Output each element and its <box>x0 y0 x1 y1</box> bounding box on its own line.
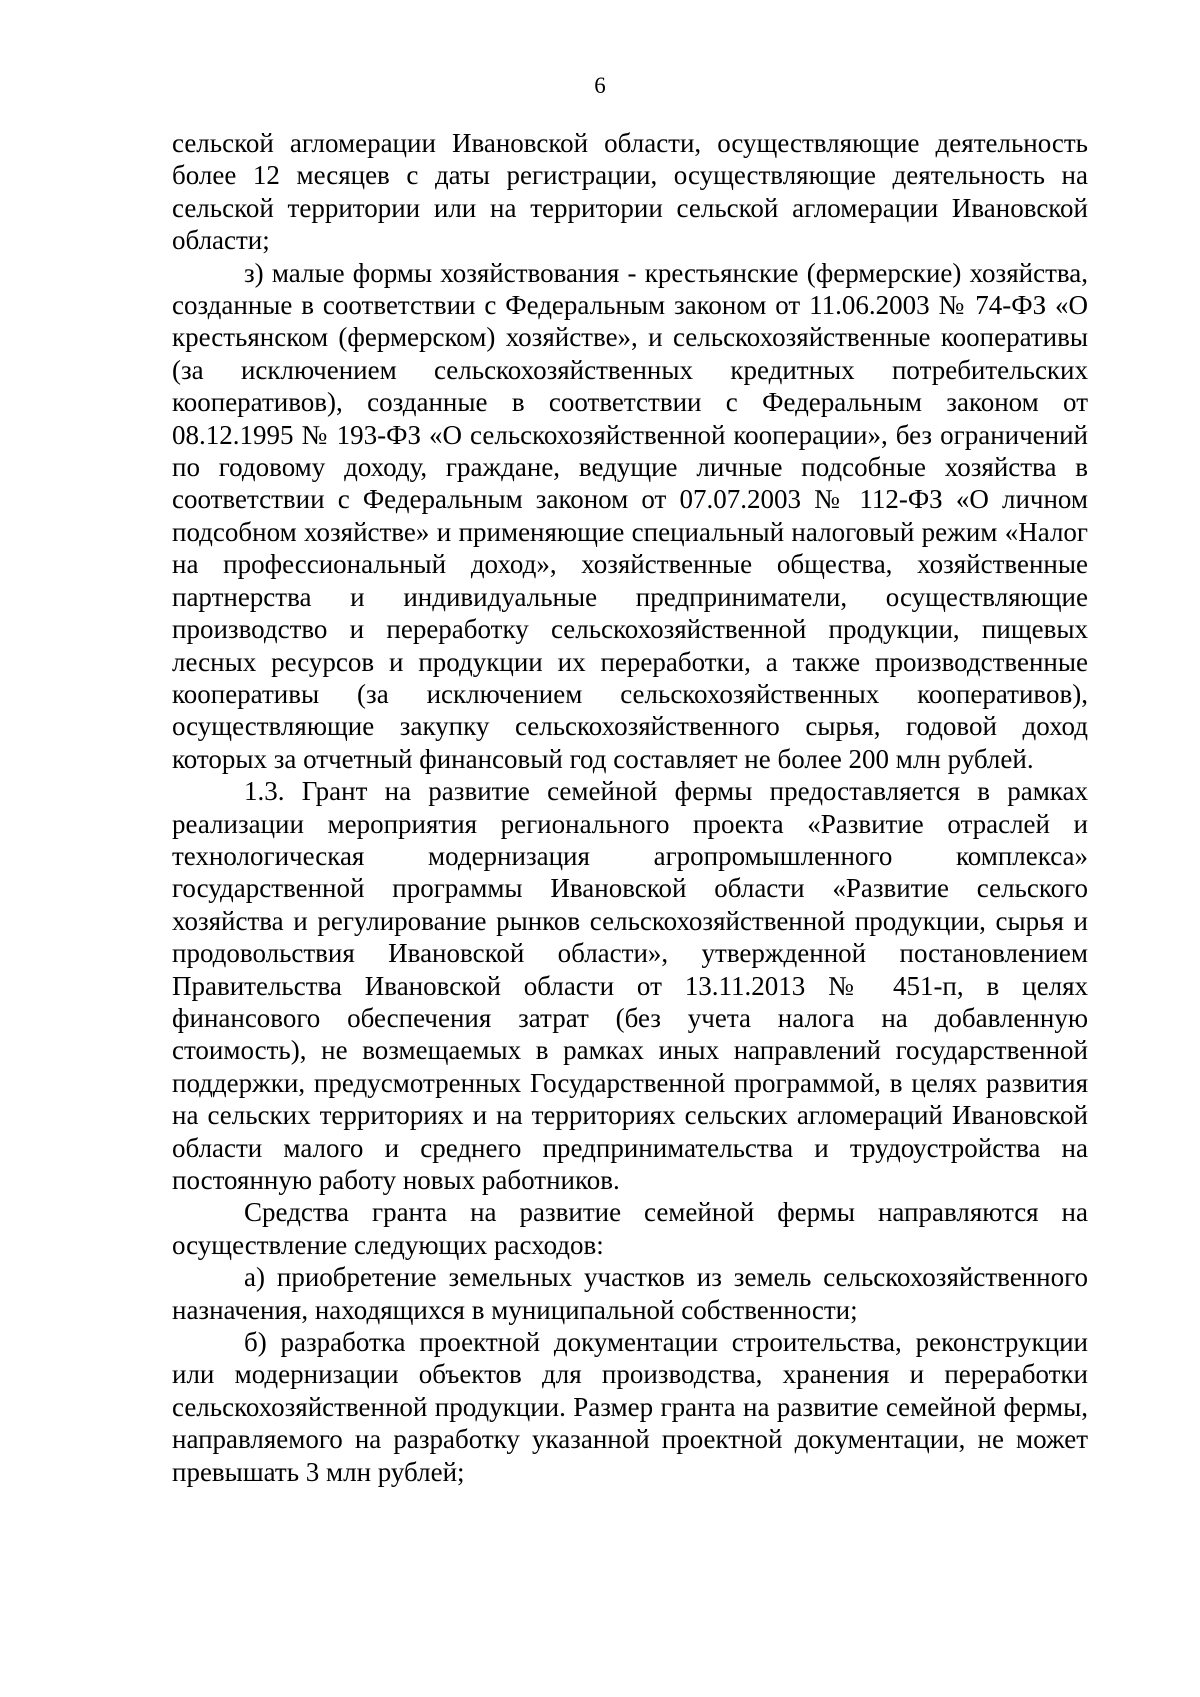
paragraph-agglomeration-continuation: сельской агломерации Ивановской области, осуществляющие деятельность более 12 месяцев с даты регистрации, осуществляющие деятельность на сельской территории или на территории сельской агломерации Ивановской области; <box>172 128 1088 256</box>
page-number: 6 <box>594 73 606 98</box>
paragraph-item-a-land-purchase: а) приобретение земельных участков из земель сельскохозяйственного назначения, находящихся в муниципальной собственности; <box>172 1262 1088 1325</box>
paragraph-grant-expenses-intro: Средства гранта на развитие семейной фермы направляются на осуществление следующих расходов: <box>172 1197 1088 1260</box>
paragraph-section-1-3-grant: 1.3. Грант на развитие семейной фермы предоставляется в рамках реализации мероприятия регионального проекта «Развитие отраслей и технологическая модернизация агропромышленного комплекса» государственной программы Ивановской области «Развитие сельского хозяйства и регулирование рынков сельскохозяйственной продукции, сырья и продовольствия Ивановской области», утвержденной постановлением Правительства Ивановской области от 13.11.2013 № 451-п, в целях финансового обеспечения затрат (без учета налога на добавленную стоимость), не возмещаемых в рамках иных направлений государственной поддержки, предусмотренных Государственной программой, в целях развития на сельских территориях и на территориях сельских агломераций Ивановской области малого и среднего предпринимательства и трудоустройства на постоянную работу новых работников. <box>172 776 1088 1195</box>
paragraph-item-b-project-documentation: б) разработка проектной документации строительства, реконструкции или модернизации объектов для производства, хранения и переработки сельскохозяйственной продукции. Размер гранта на развитие семейной фермы, направляемого на разработку указанной проектной документации, не может превышать 3 млн рублей; <box>172 1327 1088 1487</box>
paragraph-item-z-small-business-forms: з) малые формы хозяйствования - крестьянские (фермерские) хозяйства, созданные в соответствии с Федеральным законом от 11.06.2003 № 74-ФЗ «О крестьянском (фермерском) хозяйстве», и сельскохозяйственные кооперативы (за исключением сельскохозяйственных кредитных потребительских кооперативов), созданные в соответствии с Федеральным законом от 08.12.1995 № 193-ФЗ «О сельскохозяйственной кооперации», без ограничений по годовому доходу, граждане, ведущие личные подсобные хозяйства в соответствии с Федеральным законом от 07.07.2003 № 112-ФЗ «О личном подсобном хозяйстве» и применяющие специальный налоговый режим «Налог на профессиональный доход», хозяйственные общества, хозяйственные партнерства и индивидуальные предприниматели, осуществляющие производство и переработку сельскохозяйственной продукции, пищевых лесных ресурсов и продукции их переработки, а также производственные кооперативы (за исключением сельскохозяйственных кооперативов), осуществляющие закупку сельскохозяйственного сырья, годовой доход которых за отчетный финансовый год составляет не более 200 млн рублей. <box>172 257 1088 774</box>
document-body <box>172 127 1088 1488</box>
